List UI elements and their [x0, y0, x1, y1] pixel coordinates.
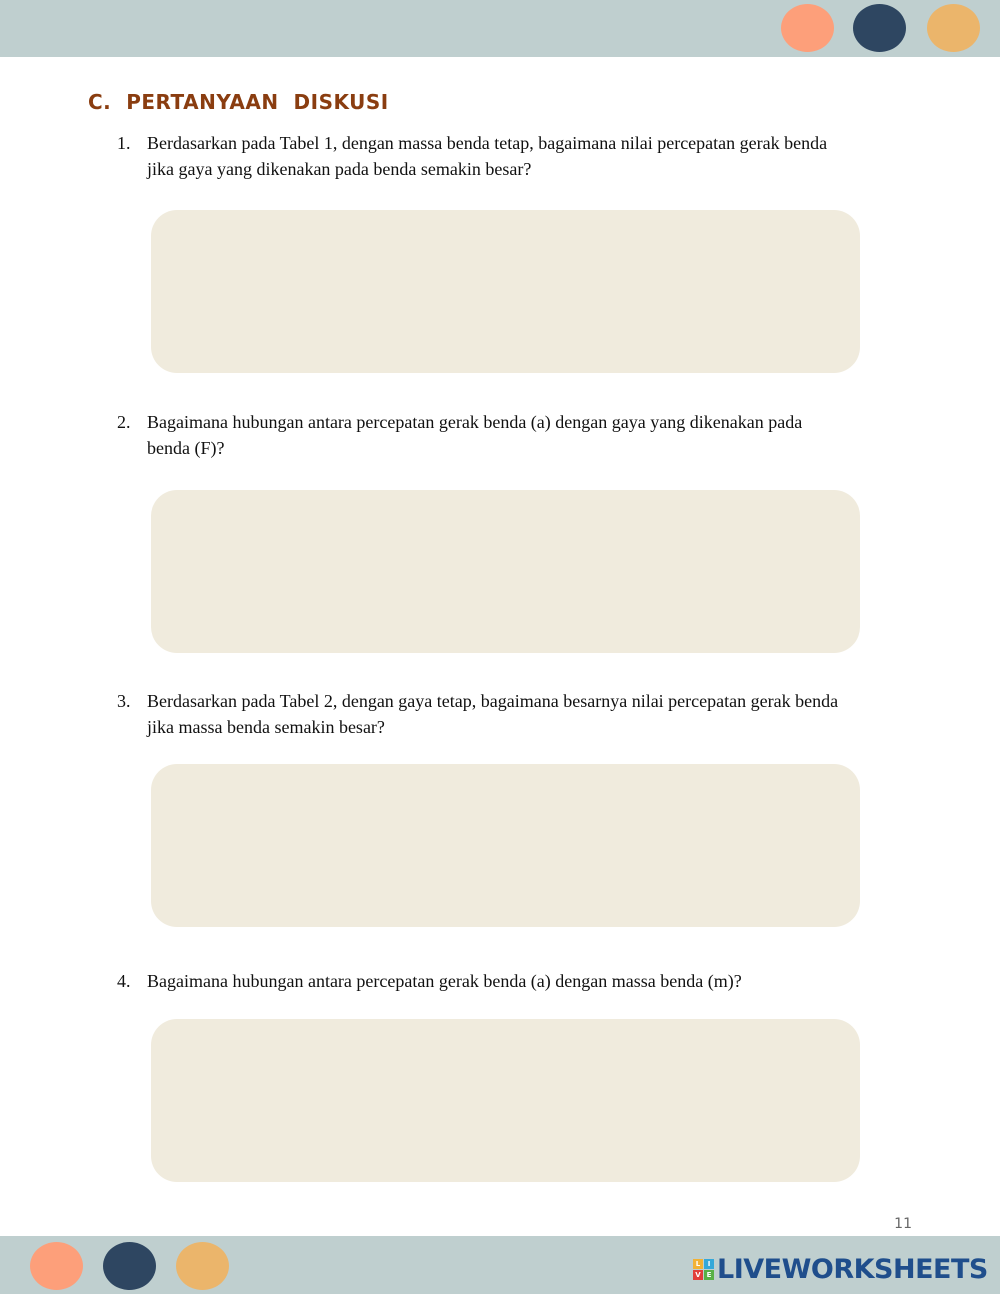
question-2-line-1: Bagaimana hubungan antara percepatan gerak benda (a) dengan gaya yang dikenakan pada — [147, 412, 803, 432]
question-2-text — [147, 409, 917, 461]
footer-dot-salmon — [30, 1242, 83, 1290]
question-4-text — [147, 968, 917, 994]
logo-square-e: E — [704, 1270, 714, 1280]
logo-square-v: V — [693, 1270, 703, 1280]
footer-dot-orange — [176, 1242, 229, 1290]
footer-dot-navy — [103, 1242, 156, 1290]
liveworksheets-logo-text: LIVEWORKSHEETS — [717, 1253, 988, 1285]
question-3-number: 3. — [117, 691, 131, 711]
question-4-number: 4. — [117, 971, 131, 991]
question-1-number: 1. — [117, 133, 131, 153]
answer-box-3[interactable] — [151, 764, 860, 927]
question-2-number: 2. — [117, 412, 131, 432]
question-2-line-2: benda (F)? — [147, 438, 225, 458]
question-3-text — [147, 688, 917, 740]
answer-box-4[interactable] — [151, 1019, 860, 1182]
liveworksheets-logo-icon — [693, 1259, 714, 1280]
top-header-band — [0, 0, 1000, 57]
question-4-line-1: Bagaimana hubungan antara percepatan gerak benda (a) dengan massa benda (m)? — [147, 971, 742, 991]
liveworksheets-logo[interactable] — [693, 1253, 988, 1285]
answer-box-1[interactable] — [151, 210, 860, 373]
section-title: C. PERTANYAAN DISKUSI — [88, 90, 389, 114]
question-1-line-2: jika gaya yang dikenakan pada benda semakin besar? — [147, 159, 532, 179]
decor-dot-salmon — [781, 4, 834, 52]
logo-square-l: L — [693, 1259, 703, 1269]
question-3-line-1: Berdasarkan pada Tabel 2, dengan gaya tetap, bagaimana besarnya nilai percepatan gerak benda — [147, 691, 839, 711]
logo-square-i: I — [704, 1259, 714, 1269]
page-number: 11 — [894, 1216, 912, 1232]
answer-box-2[interactable] — [151, 490, 860, 653]
question-3-line-2: jika massa benda semakin besar? — [147, 717, 385, 737]
question-1-text — [147, 130, 917, 182]
question-1-line-1: Berdasarkan pada Tabel 1, dengan massa benda tetap, bagaimana nilai percepatan gerak benda — [147, 133, 828, 153]
decor-dot-navy — [853, 4, 906, 52]
decor-dot-orange — [927, 4, 980, 52]
